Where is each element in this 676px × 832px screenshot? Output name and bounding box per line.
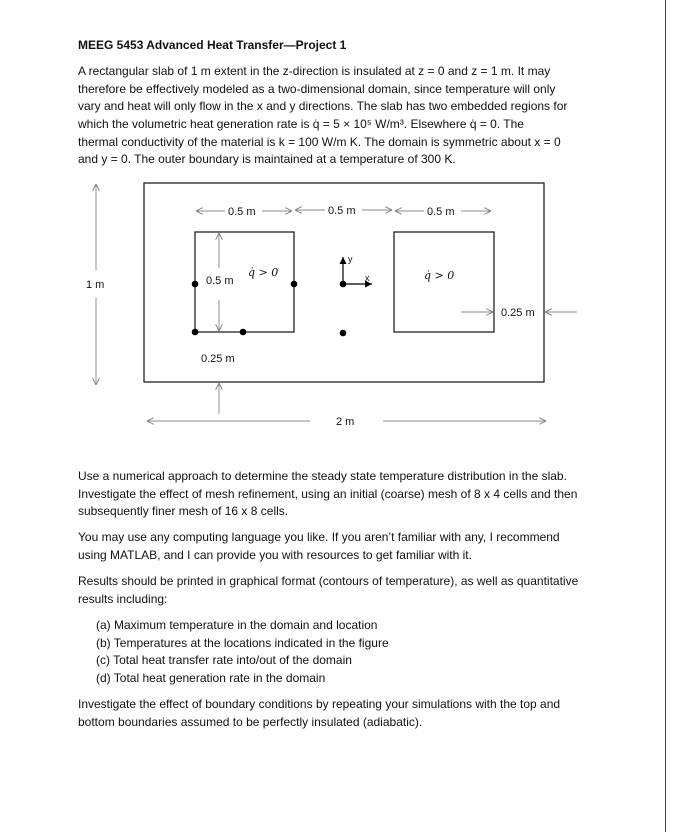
text-line: and y = 0. The outer boundary is maintained at a temperature of 300 K.	[78, 152, 456, 167]
text-line: A rectangular slab of 1 m extent in the z-direction is insulated at z = 0 and z = 1 m. It may	[78, 64, 551, 78]
text-line: Use a numerical approach to determine the steady state temperature distribution in the slab.	[78, 469, 567, 483]
text-line: using MATLAB, and I can provide you with resources to get familiar with it.	[78, 547, 472, 562]
probe-point	[291, 281, 298, 288]
text-line: results including:	[78, 591, 168, 606]
results-list	[96, 617, 389, 688]
text-line: which the volumetric heat generation rate is q̇ = 5 × 10⁵ W/m³. Elsewhere q̇ = 0. The	[78, 117, 524, 132]
text-line: Investigate the effect of boundary conditions by repeating your simulations with the top and	[78, 697, 561, 711]
dim-label-top-middle: 0.5 m	[328, 205, 356, 217]
probe-point	[240, 329, 247, 336]
results-paragraph	[78, 573, 618, 608]
probe-point	[192, 281, 199, 288]
x-axis-label: x	[365, 273, 370, 283]
text-line: thermal conductivity of the material is k = 100 W/m K. The domain is symmetric about x = 0	[78, 134, 561, 149]
text-line: You may use any computing language you like. If you aren’t familiar with any, I recommend	[78, 530, 560, 544]
dim-label-height: 1 m	[86, 279, 105, 291]
dim-label-bottom-gap: 0.25 m	[201, 353, 235, 365]
list-item: (a) Maximum temperature in the domain and location	[96, 618, 378, 632]
dim-label-side-gap: 0.25 m	[501, 307, 535, 319]
left-region-label: q̇ > 0	[248, 266, 279, 279]
boundary-conditions-paragraph	[78, 696, 618, 731]
text-line: subsequently finer mesh of 16 x 8 cells.	[78, 504, 289, 519]
probe-point	[192, 329, 199, 336]
method-paragraph	[78, 468, 618, 521]
text-line: vary and heat will only flow in the x and y directions. The slab has two embedded regions for	[78, 99, 568, 114]
text-line: bottom boundaries assumed to be perfectly insulated (adiabatic).	[78, 714, 423, 729]
probe-point	[340, 281, 347, 288]
language-paragraph	[78, 529, 618, 564]
list-item: (c) Total heat transfer rate into/out of the domain	[96, 653, 352, 668]
document-title: MEEG 5453 Advanced Heat Transfer—Project 1	[78, 38, 347, 52]
dim-label-square-height: 0.5 m	[206, 275, 234, 287]
dim-label-top-left: 0.5 m	[228, 206, 256, 218]
text-line: Results should be printed in graphical format (contours of temperature), as well as quantitative	[78, 574, 579, 588]
probe-point	[340, 330, 347, 337]
dim-label-width: 2 m	[336, 416, 355, 428]
right-region-label: q̇ > 0	[424, 269, 455, 282]
dim-label-top-right: 0.5 m	[427, 206, 455, 218]
right-heat-region	[394, 232, 494, 332]
text-line: therefore be effectively modeled as a two-dimensional domain, since temperature will only	[78, 81, 556, 96]
y-axis-label: y	[348, 254, 353, 264]
list-item: (b) Temperatures at the locations indicated in the figure	[96, 635, 389, 650]
list-item: (d) Total heat generation rate in the domain	[96, 671, 326, 686]
text-line: Investigate the effect of mesh refinement, using an initial (coarse) mesh of 8 x 4 cells and then	[78, 486, 578, 501]
